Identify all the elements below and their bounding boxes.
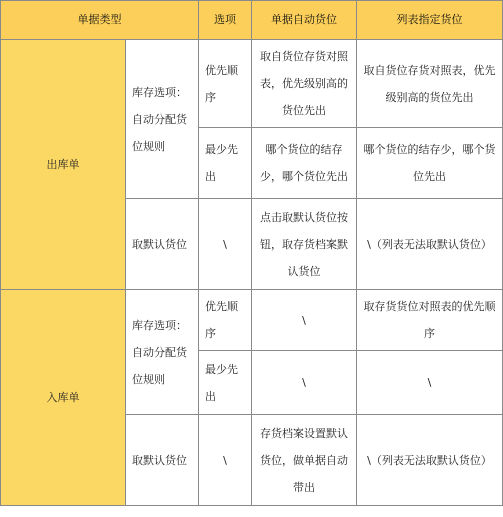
- header-doc-type: 单据类型: [1, 1, 199, 40]
- option-cell: \: [199, 415, 252, 506]
- default-location-label: 取默认货位: [126, 415, 199, 506]
- auto-location-cell: \: [252, 290, 357, 351]
- auto-location-cell: 存货档案设置默认货位，做单据自动带出: [252, 415, 357, 506]
- auto-location-cell: 点击取默认货位按钮，取存货档案默认货位: [252, 199, 357, 290]
- auto-location-cell: 哪个货位的结存少，哪个货位先出: [252, 128, 357, 199]
- header-list-location: 列表指定货位: [357, 1, 503, 40]
- auto-rule-label: 库存选项：自动分配货位规则: [126, 290, 199, 415]
- list-location-cell: \（列表无法取默认货位）: [357, 199, 503, 290]
- auto-location-cell: 取自货位存货对照表，优先级别高的货位先出: [252, 40, 357, 128]
- option-priority: 优先顺序: [199, 290, 252, 351]
- list-location-cell: 哪个货位的结存少，哪个货位先出: [357, 128, 503, 199]
- list-location-cell: 取自货位存货对照表，优先级别高的货位先出: [357, 40, 503, 128]
- header-option: 选项: [199, 1, 252, 40]
- header-auto-location: 单据自动货位: [252, 1, 357, 40]
- doc-type-inbound: 入库单: [1, 290, 126, 506]
- list-location-cell: 取存货货位对照表的优先顺序: [357, 290, 503, 351]
- default-location-label: 取默认货位: [126, 199, 199, 290]
- option-least: 最少先出: [199, 351, 252, 415]
- list-location-cell: \: [357, 351, 503, 415]
- auto-rule-label: 库存选项：自动分配货位规则: [126, 40, 199, 199]
- header-row: [1, 1, 503, 40]
- auto-location-cell: \: [252, 351, 357, 415]
- doc-type-outbound: 出库单: [1, 40, 126, 290]
- table-row: [1, 40, 503, 128]
- option-least: 最少先出: [199, 128, 252, 199]
- option-cell: \: [199, 199, 252, 290]
- option-priority: 优先顺序: [199, 40, 252, 128]
- list-location-cell: \（列表无法取默认货位）: [357, 415, 503, 506]
- table-row: [1, 290, 503, 351]
